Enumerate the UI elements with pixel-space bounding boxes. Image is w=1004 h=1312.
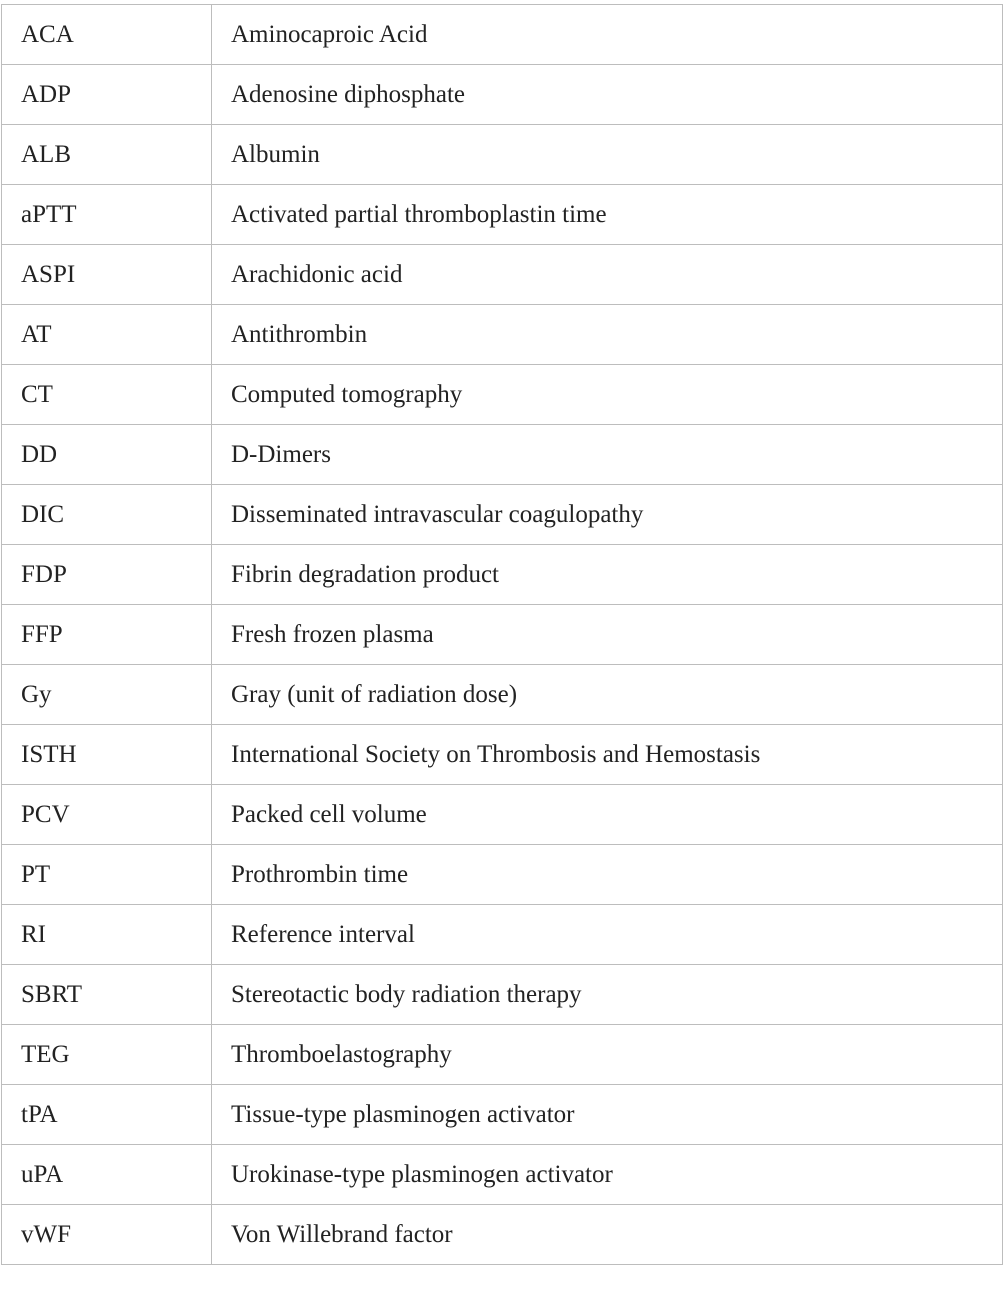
table-row (2, 425, 1003, 485)
definition-cell: Urokinase-type plasminogen activator (212, 1145, 1003, 1205)
abbreviation-cell: CT (2, 365, 212, 425)
abbreviation-cell: DD (2, 425, 212, 485)
table-row (2, 65, 1003, 125)
definition-cell: Prothrombin time (212, 845, 1003, 905)
table-row (2, 245, 1003, 305)
table-row (2, 545, 1003, 605)
abbreviation-cell: FFP (2, 605, 212, 665)
definition-cell: Gray (unit of radiation dose) (212, 665, 1003, 725)
definition-cell: Computed tomography (212, 365, 1003, 425)
table-row (2, 905, 1003, 965)
table-row (2, 1145, 1003, 1205)
definition-cell: International Society on Thrombosis and Hemostasis (212, 725, 1003, 785)
abbreviation-cell: tPA (2, 1085, 212, 1145)
abbreviation-cell: FDP (2, 545, 212, 605)
table-row (2, 1025, 1003, 1085)
table-row (2, 965, 1003, 1025)
abbreviation-cell: aPTT (2, 185, 212, 245)
table-row (2, 605, 1003, 665)
abbreviation-cell: ASPI (2, 245, 212, 305)
abbreviation-cell: DIC (2, 485, 212, 545)
abbreviation-cell: uPA (2, 1145, 212, 1205)
definition-cell: Albumin (212, 125, 1003, 185)
abbreviation-cell: ISTH (2, 725, 212, 785)
abbreviation-cell: SBRT (2, 965, 212, 1025)
table-row (2, 785, 1003, 845)
table-row (2, 305, 1003, 365)
abbreviation-cell: PCV (2, 785, 212, 845)
definition-cell: Thromboelastography (212, 1025, 1003, 1085)
table-row (2, 1205, 1003, 1265)
table-row (2, 1085, 1003, 1145)
definition-cell: Fibrin degradation product (212, 545, 1003, 605)
definition-cell: Tissue-type plasminogen activator (212, 1085, 1003, 1145)
table-row (2, 125, 1003, 185)
abbreviation-cell: AT (2, 305, 212, 365)
table-row (2, 845, 1003, 905)
definition-cell: Antithrombin (212, 305, 1003, 365)
definition-cell: Activated partial thromboplastin time (212, 185, 1003, 245)
abbreviation-cell: ACA (2, 5, 212, 65)
definition-cell: Adenosine diphosphate (212, 65, 1003, 125)
abbreviation-cell: ALB (2, 125, 212, 185)
abbreviation-cell: ADP (2, 65, 212, 125)
abbreviation-cell: Gy (2, 665, 212, 725)
abbreviation-cell: vWF (2, 1205, 212, 1265)
table-row (2, 485, 1003, 545)
definition-cell: Stereotactic body radiation therapy (212, 965, 1003, 1025)
table-row (2, 665, 1003, 725)
table-row (2, 365, 1003, 425)
abbreviations-table (1, 4, 1003, 1265)
table-row (2, 185, 1003, 245)
table-row (2, 725, 1003, 785)
definition-cell: Arachidonic acid (212, 245, 1003, 305)
definition-cell: Aminocaproic Acid (212, 5, 1003, 65)
abbreviation-cell: RI (2, 905, 212, 965)
definition-cell: Packed cell volume (212, 785, 1003, 845)
table-body (2, 5, 1003, 1265)
definition-cell: Disseminated intravascular coagulopathy (212, 485, 1003, 545)
table-row (2, 5, 1003, 65)
abbreviation-cell: TEG (2, 1025, 212, 1085)
definition-cell: Reference interval (212, 905, 1003, 965)
abbreviation-cell: PT (2, 845, 212, 905)
definition-cell: D-Dimers (212, 425, 1003, 485)
definition-cell: Von Willebrand factor (212, 1205, 1003, 1265)
definition-cell: Fresh frozen plasma (212, 605, 1003, 665)
